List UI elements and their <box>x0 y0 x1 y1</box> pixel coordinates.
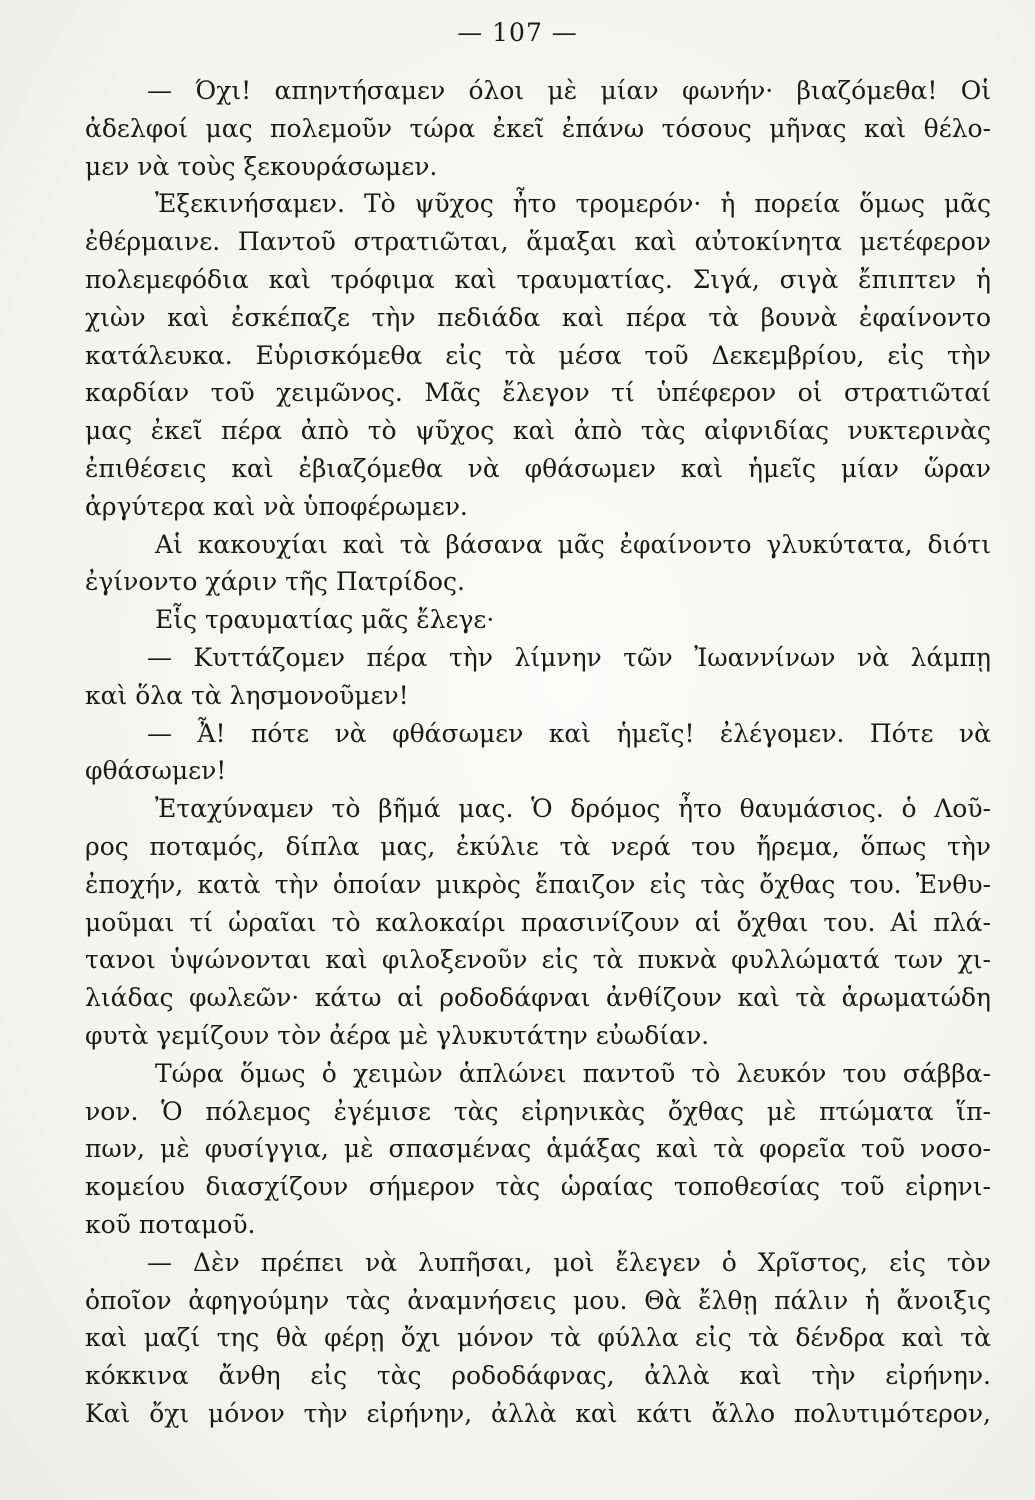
text-line: καὶ ὅλα τὰ λησμονοῦμεν! <box>85 680 409 710</box>
text-line: πων, μὲ φυσίγγια, μὲ σπασμένας ἁμάξας καὶ τὰ φορεῖα τοῦ νοσο- <box>85 1134 991 1164</box>
page-number: — 107 — <box>457 18 578 47</box>
text-line: ἐθέρμαινε. Παντοῦ στρατιῶται, ἅμαξαι καὶ αὐτοκίνητα μετέφερον <box>85 227 991 257</box>
text-line: Ἐταχύναμεν τὸ βῆμά μας. Ὁ δρόμος ἦτο θαυμάσιος. ὁ Λοῦ- <box>155 794 991 824</box>
text-line: μας ἐκεῖ πέρα ἀπὸ τὸ ψῦχος καὶ ἀπὸ τὰς αἰφνιδίας νυκτερινὰς <box>85 416 991 446</box>
text-line: — Κυττάζομεν πέρα τὴν λίμνην τῶν Ἰωαννίνων νὰ λάμπῃ <box>147 642 991 672</box>
text-line: ρος ποταμός, δίπλα μας, ἐκύλιε τὰ νερά του ἤρεμα, ὅπως τὴν <box>85 831 991 861</box>
text-line: μεν νὰ τοὺς ξεκουράσωμεν. <box>85 151 438 181</box>
text-line: μοῦμαι τί ὡραῖαι τὸ καλοκαίρι πρασινίζουν αἱ ὄχθαι του. Αἱ πλά- <box>85 907 991 937</box>
text-line: Εἷς τραυματίας μᾶς ἔλεγε· <box>155 605 495 635</box>
text-line: — Ἆ! πότε νὰ φθάσωμεν καὶ ἡμεῖς! ἐλέγομεν. Πότε νὰ <box>147 718 991 748</box>
text-line: κοῦ ποταμοῦ. <box>85 1209 256 1239</box>
text-line: ἐγίνοντο χάριν τῆς Πατρίδος. <box>85 567 465 597</box>
text-line: Ἐξεκινήσαμεν. Τὸ ψῦχος ἦτο τρομερόν· ἡ πορεία ὅμως μᾶς <box>155 189 991 219</box>
text-line: κατάλευκα. Εὑρισκόμεθα εἰς τὰ μέσα τοῦ Δεκεμβρίου, εἰς τὴν <box>85 340 991 370</box>
body-text <box>85 72 991 1433</box>
text-line: νον. Ὁ πόλεμος ἐγέμισε τὰς εἰρηνικὰς ὄχθας μὲ πτώματα ἵπ- <box>85 1096 991 1126</box>
text-line: φθάσωμεν! <box>85 756 227 786</box>
text-line: κομείου διασχίζουν σήμερον τὰς ὡραίας τοποθεσίας τοῦ εἰρηνι- <box>85 1172 991 1202</box>
text-line: καρδίαν τοῦ χειμῶνος. Μᾶς ἔλεγον τί ὑπέφερον οἱ στρατιῶταί <box>85 378 991 408</box>
text-line: τανοι ὑψώνονται καὶ φιλοξενοῦν εἰς τὰ πυκνὰ φυλλώματά των χι- <box>85 945 991 975</box>
text-line: καὶ μαζί της θὰ φέρῃ ὄχι μόνον τὰ φύλλα εἰς τὰ δένδρα καὶ τὰ <box>85 1323 991 1353</box>
text-line: Τώρα ὅμως ὁ χειμὼν ἁπλώνει παντοῦ τὸ λευκόν του σάββα- <box>155 1058 991 1088</box>
text-line: κόκκινα ἄνθη εἰς τὰς ροδοδάφνας, ἀλλὰ καὶ τὴν εἰρήνην. <box>85 1361 991 1391</box>
text-line: χιὼν καὶ ἐσκέπαζε τὴν πεδιάδα καὶ πέρα τὰ βουνὰ ἐφαίνοντο <box>85 302 991 332</box>
text-line: — Όχι! απηντήσαμεν όλοι μὲ μίαν φωνήν· βιαζόμεθα! Οἱ <box>147 76 991 105</box>
text-line: ἐποχήν, κατὰ τὴν ὁποίαν μικρὸς ἔπαιζον εἰς τὰς ὄχθας του. Ἐνθυ- <box>85 869 991 899</box>
text-line: ἐπιθέσεις καὶ ἐβιαζόμεθα νὰ φθάσωμεν καὶ ἡμεῖς μίαν ὥραν <box>85 453 991 483</box>
text-line: — Δὲν πρέπει νὰ λυπῆσαι, μοὶ ἔλεγεν ὁ Χρῖστος, εἰς τὸν <box>147 1247 991 1277</box>
text-line: ἀδελφοί μας πολεμοῦν τώρα ἐκεῖ ἐπάνω τόσους μῆνας καὶ θέλο- <box>85 113 991 143</box>
text-line: ὁποῖον ἀφηγούμην τὰς ἀναμνήσεις μου. Θὰ ἔλθῃ πάλιν ἡ ἄνοιξις <box>85 1285 991 1315</box>
text-line: πολεμεφόδια καὶ τρόφιμα καὶ τραυματίας. Σιγά, σιγὰ ἔπιπτεν ἡ <box>85 264 991 294</box>
text-line: Καὶ ὄχι μόνον τὴν εἰρήνην, ἀλλὰ καὶ κάτι ἄλλο πολυτιμότερον, <box>85 1398 991 1428</box>
text-line: λιάδας φωλεῶν· κάτω αἱ ροδοδάφναι ἀνθίζουν καὶ τὰ ἀρωματώδη <box>85 983 991 1013</box>
text-line: Αἱ κακουχίαι καὶ τὰ βάσανα μᾶς ἐφαίνοντο γλυκύτατα, διότι <box>155 529 991 559</box>
text-line: ἀργύτερα καὶ νὰ ὑποφέρωμεν. <box>85 491 468 521</box>
text-line: φυτὰ γεμίζουν τὸν ἀέρα μὲ γλυκυτάτην εὐωδίαν. <box>85 1020 710 1050</box>
